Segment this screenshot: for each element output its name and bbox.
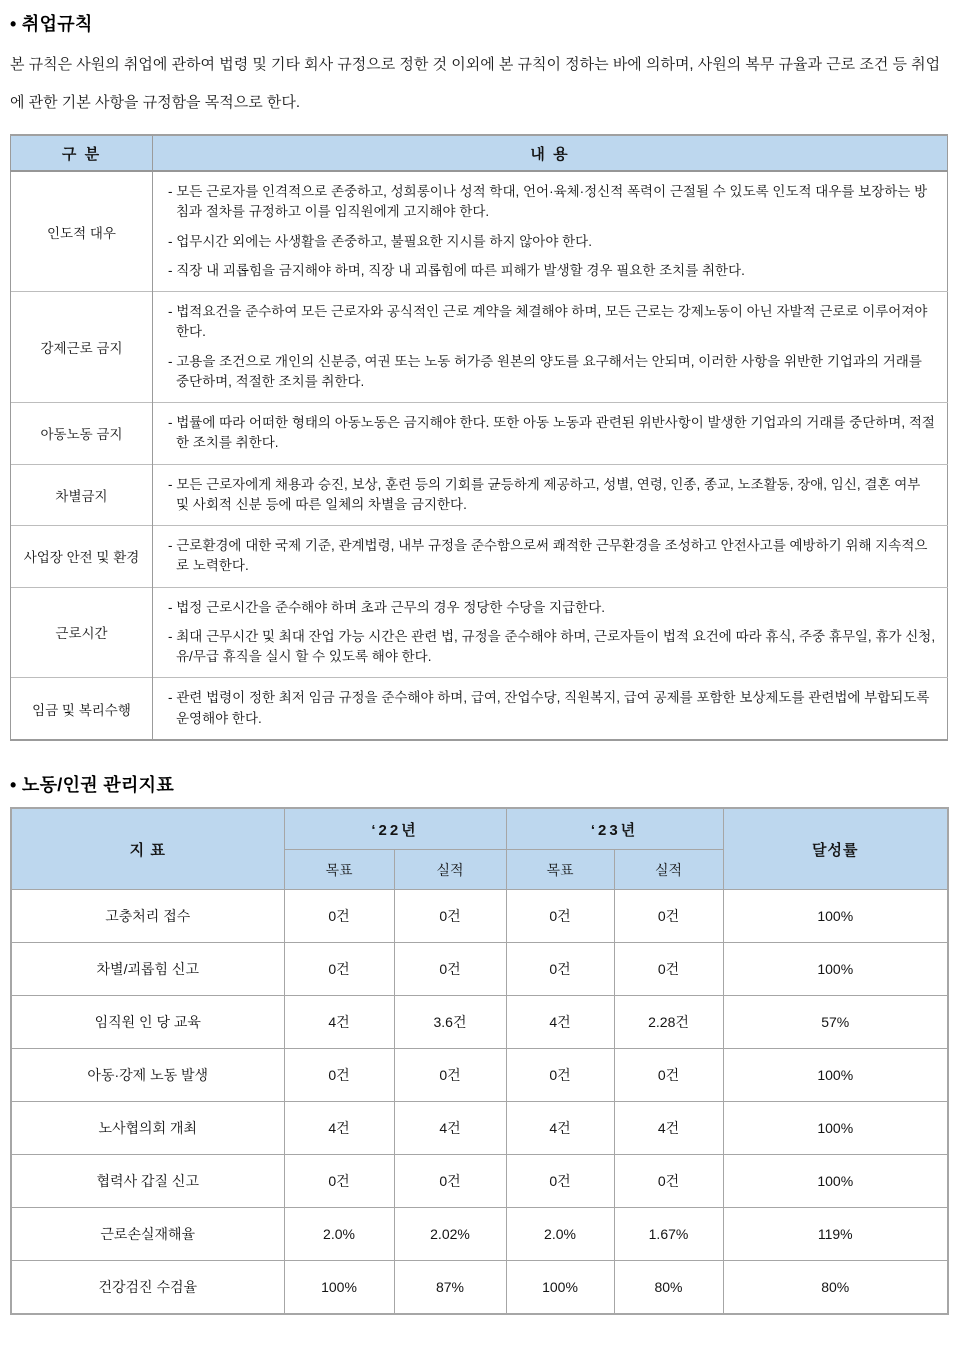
col-header-22-target: 목표 — [284, 850, 394, 890]
indicator-cell: 노사협의회 개최 — [11, 1102, 284, 1155]
col-header-year-22: ‘22년 — [284, 808, 506, 850]
value-cell: 0건 — [614, 1155, 723, 1208]
category-cell: 아동노동 금지 — [11, 403, 153, 465]
content-cell — [153, 171, 948, 292]
col-header-23-target: 목표 — [506, 850, 614, 890]
section-title-labor-indicators: • 노동/인권 관리지표 — [10, 774, 175, 795]
col-header-content: 내 용 — [153, 135, 948, 171]
col-header-year-23: ‘23년 — [506, 808, 723, 850]
table-row — [11, 1102, 948, 1155]
category-cell: 사업장 안전 및 환경 — [11, 526, 153, 588]
section-title-employment-rules: • 취업규칙 — [10, 14, 93, 34]
rule-item: - 최대 근무시간 및 최대 잔업 가능 시간은 관련 법, 규정을 준수해야 하며, 근로자들이 법적 요건에 따라 휴식, 주중 휴무일, 휴가 신청, 유/무급 휴직을 실시 할 수 있도록 해야 한다. — [168, 628, 936, 664]
col-header-rate: 달성률 — [723, 808, 948, 890]
content-cell — [153, 403, 948, 465]
content-cell — [153, 292, 948, 403]
table-row — [11, 1261, 948, 1314]
indicator-cell: 아동·강제 노동 발생 — [11, 1049, 284, 1102]
value-cell: 1.67% — [614, 1208, 723, 1261]
value-cell: 0건 — [394, 943, 506, 996]
section-employment-rules — [10, 10, 947, 741]
rule-item: - 법정 근로시간을 준수해야 하며 초과 근무의 경우 정당한 수당을 지급한다. — [168, 599, 605, 615]
value-cell: 0건 — [284, 1155, 394, 1208]
rule-item: - 모든 근로자를 인격적으로 존중하고, 성희롱이나 성적 학대, 언어·육체·정신적 폭력이 근절될 수 있도록 인도적 대우를 보장하는 방침과 절차를 규정하고 이를 임직원에게 고지해야 한다. — [168, 184, 928, 220]
value-cell: 4건 — [284, 996, 394, 1049]
value-cell: 2.0% — [506, 1208, 614, 1261]
indicator-cell: 고충처리 접수 — [11, 890, 284, 943]
rate-cell: 100% — [723, 1102, 948, 1155]
col-header-23-actual: 실적 — [614, 850, 723, 890]
table-row — [11, 526, 948, 588]
value-cell: 87% — [394, 1261, 506, 1314]
col-header-category: 구 분 — [11, 135, 153, 171]
value-cell: 0건 — [284, 890, 394, 943]
category-cell: 차별금지 — [11, 464, 153, 526]
rate-cell: 119% — [723, 1208, 948, 1261]
rule-item: - 관련 법령이 정한 최저 임금 규정을 준수해야 하며, 급여, 잔업수당, 직원복지, 급여 공제를 포함한 보상제도를 관련법에 부합되도록 운영해야 한다. — [168, 690, 930, 726]
table-row — [11, 292, 948, 403]
value-cell: 100% — [284, 1261, 394, 1314]
table-row — [11, 943, 948, 996]
value-cell: 2.0% — [284, 1208, 394, 1261]
rule-item: - 근로환경에 대한 국제 기준, 관계법령, 내부 규정을 준수함으로써 쾌적한 근무환경을 조성하고 안전사고를 예방하기 위해 지속적으로 노력한다. — [168, 538, 928, 574]
content-cell — [153, 526, 948, 588]
value-cell: 4건 — [394, 1102, 506, 1155]
value-cell: 4건 — [614, 1102, 723, 1155]
indicator-cell: 임직원 인 당 교육 — [11, 996, 284, 1049]
value-cell: 4건 — [506, 996, 614, 1049]
indicator-cell: 차별/괴롭힘 신고 — [11, 943, 284, 996]
table-header-row — [11, 135, 948, 171]
rate-cell: 100% — [723, 943, 948, 996]
rule-item: - 법률에 따라 어떠한 형태의 아동노동은 금지해야 한다. 또한 아동 노동과 관련된 위반사항이 발생한 기업과의 거래를 중단하며, 적절한 조치를 취한다. — [168, 415, 935, 451]
table-row — [11, 1208, 948, 1261]
table-row — [11, 171, 948, 292]
content-cell — [153, 587, 948, 678]
value-cell: 0건 — [284, 943, 394, 996]
value-cell: 0건 — [394, 890, 506, 943]
intro-paragraph: 본 규칙은 사원의 취업에 관하여 법령 및 기타 회사 규정으로 정한 것 이외에 본 규칙이 정하는 바에 의하며, 사원의 복무 규율과 근로 조건 등 취업에 관한 기본 사항을 규정함을 목적으로 한다. — [10, 56, 941, 111]
value-cell: 100% — [506, 1261, 614, 1314]
table-row — [11, 1155, 948, 1208]
rate-cell: 100% — [723, 1049, 948, 1102]
value-cell: 0건 — [394, 1155, 506, 1208]
rate-cell: 100% — [723, 890, 948, 943]
employment-rules-tbody — [11, 171, 948, 740]
value-cell: 0건 — [506, 890, 614, 943]
value-cell: 0건 — [614, 943, 723, 996]
category-cell: 인도적 대우 — [11, 171, 153, 292]
value-cell: 0건 — [614, 1049, 723, 1102]
labor-indicators-tbody — [11, 890, 948, 1314]
table-row — [11, 587, 948, 678]
content-cell — [153, 678, 948, 740]
table-row — [11, 464, 948, 526]
labor-indicators-table — [10, 807, 949, 1315]
category-cell: 근로시간 — [11, 587, 153, 678]
category-cell: 임금 및 복리수행 — [11, 678, 153, 740]
category-cell: 강제근로 금지 — [11, 292, 153, 403]
value-cell: 80% — [614, 1261, 723, 1314]
table-row — [11, 403, 948, 465]
value-cell: 3.6건 — [394, 996, 506, 1049]
value-cell: 2.02% — [394, 1208, 506, 1261]
employment-rules-table — [10, 134, 948, 741]
value-cell: 4건 — [506, 1102, 614, 1155]
table-row — [11, 890, 948, 943]
content-cell — [153, 464, 948, 526]
table-row — [11, 678, 948, 740]
value-cell: 4건 — [284, 1102, 394, 1155]
value-cell: 0건 — [506, 1155, 614, 1208]
section-labor-indicators — [10, 771, 947, 1315]
rule-item: - 고용을 조건으로 개인의 신분증, 여권 또는 노동 허가증 원본의 양도를 요구해서는 안되며, 이러한 사항을 위반한 기업과의 거래를 중단하며, 적절한 조치를 취한다. — [168, 353, 922, 389]
rate-cell: 80% — [723, 1261, 948, 1314]
value-cell: 0건 — [506, 1049, 614, 1102]
table-row — [11, 996, 948, 1049]
value-cell: 0건 — [284, 1049, 394, 1102]
value-cell: 0건 — [614, 890, 723, 943]
rule-item: - 직장 내 괴롭힘을 금지해야 하며, 직장 내 괴롭힘에 따른 피해가 발생할 경우 필요한 조치를 취한다. — [168, 262, 745, 278]
rule-item: - 모든 근로자에게 채용과 승진, 보상, 훈련 등의 기회를 균등하게 제공하고, 성별, 연령, 인종, 종교, 노조활동, 장애, 임신, 결혼 여부 및 사회적 신분 등에 따른 일체의 차별을 금지한다. — [168, 476, 921, 512]
rule-item: - 업무시간 외에는 사생활을 존중하고, 불필요한 지시를 하지 않아야 한다. — [168, 233, 592, 249]
col-header-indicator: 지 표 — [11, 808, 284, 890]
indicator-cell: 근로손실재해율 — [11, 1208, 284, 1261]
rate-cell: 100% — [723, 1155, 948, 1208]
table-row — [11, 1049, 948, 1102]
table-header-row-years — [11, 808, 948, 850]
indicator-cell: 건강검진 수검율 — [11, 1261, 284, 1314]
value-cell: 2.28건 — [614, 996, 723, 1049]
value-cell: 0건 — [394, 1049, 506, 1102]
value-cell: 0건 — [506, 943, 614, 996]
rate-cell: 57% — [723, 996, 948, 1049]
indicator-cell: 협력사 갑질 신고 — [11, 1155, 284, 1208]
col-header-22-actual: 실적 — [394, 850, 506, 890]
rule-item: - 법적요건을 준수하여 모든 근로자와 공식적인 근로 계약을 체결해야 하며, 모든 근로는 강제노동이 아닌 자발적 근로로 이루어져야 한다. — [168, 304, 928, 340]
